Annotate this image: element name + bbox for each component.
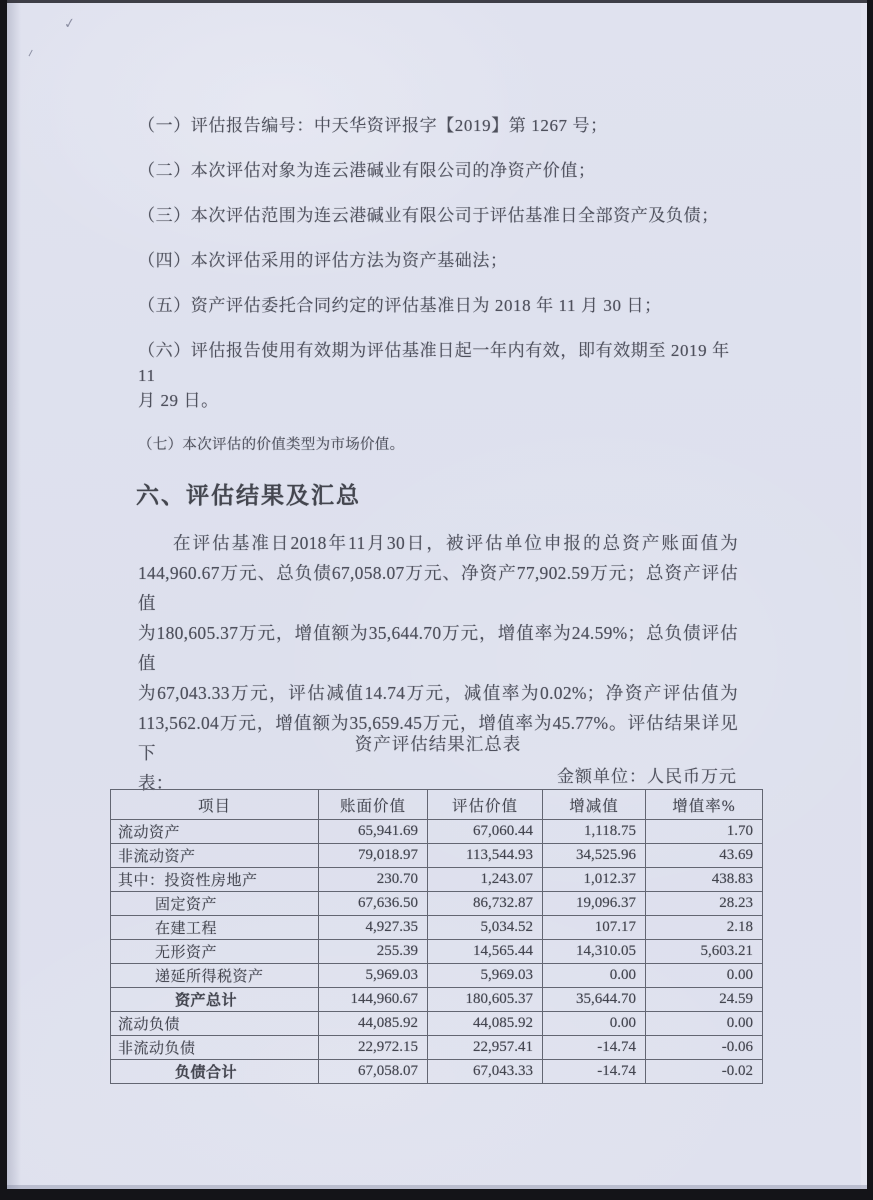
clause-3 <box>138 203 742 228</box>
table-row <box>111 892 763 916</box>
paragraph-line: 为180,605.37万元，增值额为35,644.70万元，增值率为24.59%；总负债评估值 <box>138 623 738 673</box>
item-cell: 其中：投资性房地产 <box>111 868 319 892</box>
clause-line: （五）资产评估委托合同约定的评估基准日为 2018 年 11 月 30 日； <box>138 296 662 315</box>
scan-shadow-left <box>7 0 21 1200</box>
item-cell: 资产总计 <box>111 988 319 1012</box>
item-cell: 在建工程 <box>111 916 319 940</box>
appraised-value-cell: 1,243.07 <box>428 868 543 892</box>
book-value-cell: 67,636.50 <box>319 892 428 916</box>
book-value-cell: 230.70 <box>319 868 428 892</box>
clause-line: （一）评估报告编号：中天华资评报字【2019】第 1267 号； <box>138 116 608 135</box>
item-cell: 负债合计 <box>111 1060 319 1084</box>
change-value-cell: 34,525.96 <box>543 844 646 868</box>
scan-edge-left <box>0 0 7 1200</box>
item-cell: 非流动负债 <box>111 1036 319 1060</box>
book-value-cell: 22,972.15 <box>319 1036 428 1060</box>
table-row <box>111 868 763 892</box>
table-row <box>111 1012 763 1036</box>
rate-cell: 2.18 <box>646 916 763 940</box>
table-row <box>111 1036 763 1060</box>
appraised-value-cell: 44,085.92 <box>428 1012 543 1036</box>
item-cell: 递延所得税资产 <box>111 964 319 988</box>
unit-note: 金额单位：人民币万元 <box>557 767 737 786</box>
book-value-cell: 79,018.97 <box>319 844 428 868</box>
table-row <box>111 988 763 1012</box>
paragraph-line: 在评估基准日2018年11月30日，被评估单位申报的总资产账面值为 <box>173 533 738 553</box>
clause-line: （七）本次评估的价值类型为市场价值。 <box>138 437 405 453</box>
appraised-value-cell: 180,605.37 <box>428 988 543 1012</box>
book-value-cell: 255.39 <box>319 940 428 964</box>
change-value-cell: 1,012.37 <box>543 868 646 892</box>
book-value-cell: 44,085.92 <box>319 1012 428 1036</box>
header-appraised: 评估价值 <box>428 790 543 820</box>
paragraph-line: 144,960.67万元、总负债67,058.07万元、净资产77,902.59万元；总资产评估值 <box>138 563 738 613</box>
rate-cell: 28.23 <box>646 892 763 916</box>
appraised-value-cell: 5,969.03 <box>428 964 543 988</box>
header-rate: 增值率% <box>646 790 763 820</box>
book-value-cell: 4,927.35 <box>319 916 428 940</box>
clause-list <box>138 113 742 478</box>
change-value-cell: 0.00 <box>543 1012 646 1036</box>
appraised-value-cell: 86,732.87 <box>428 892 543 916</box>
appraised-value-cell: 67,060.44 <box>428 820 543 844</box>
change-value-cell: 107.17 <box>543 916 646 940</box>
item-cell: 非流动资产 <box>111 844 319 868</box>
rate-cell: 5,603.21 <box>646 940 763 964</box>
header-change: 增减值 <box>543 790 646 820</box>
clause-2 <box>138 158 742 183</box>
rate-cell: 0.00 <box>646 964 763 988</box>
table-row <box>111 916 763 940</box>
table-row <box>111 844 763 868</box>
rate-cell: 438.83 <box>646 868 763 892</box>
rate-cell: -0.02 <box>646 1060 763 1084</box>
appraised-value-cell: 113,544.93 <box>428 844 543 868</box>
item-cell: 流动负债 <box>111 1012 319 1036</box>
clause-7 <box>138 433 742 458</box>
scan-edge-top <box>0 0 873 3</box>
paragraph-line: 为67,043.33万元，评估减值14.74万元，减值率为0.02%；净资产评估值为 <box>138 683 738 703</box>
header-book: 账面价值 <box>319 790 428 820</box>
scan-artifact-mark <box>29 50 35 58</box>
clause-line: （二）本次评估对象为连云港碱业有限公司的净资产价值； <box>138 161 596 180</box>
section-heading: 六、评估结果及汇总 <box>136 483 361 508</box>
change-value-cell: 19,096.37 <box>543 892 646 916</box>
book-value-cell: 144,960.67 <box>319 988 428 1012</box>
clause-5 <box>138 293 742 318</box>
table-row <box>111 964 763 988</box>
item-cell: 流动资产 <box>111 820 319 844</box>
table-title: 资产评估结果汇总表 <box>354 734 522 754</box>
paragraph-line: 113,562.04万元，增值额为35,659.45万元，增值率为45.77%。评估结果详见下 <box>138 713 738 763</box>
rate-cell: -0.06 <box>646 1036 763 1060</box>
change-value-cell: -14.74 <box>543 1036 646 1060</box>
change-value-cell: 14,310.05 <box>543 940 646 964</box>
header-item: 项目 <box>111 790 319 820</box>
rate-cell: 43.69 <box>646 844 763 868</box>
table-row <box>111 820 763 844</box>
appraisal-summary-table <box>110 789 763 1084</box>
table-row <box>111 940 763 964</box>
clause-1 <box>138 113 742 138</box>
clause-line: （四）本次评估采用的评估方法为资产基础法； <box>138 251 508 270</box>
book-value-cell: 65,941.69 <box>319 820 428 844</box>
item-cell: 固定资产 <box>111 892 319 916</box>
scan-artifact-check-icon: ✓ <box>63 16 77 33</box>
summary-table-body <box>111 820 763 1084</box>
appraised-value-cell: 22,957.41 <box>428 1036 543 1060</box>
change-value-cell: -14.74 <box>543 1060 646 1084</box>
scan-edge-right <box>867 0 873 1200</box>
book-value-cell: 5,969.03 <box>319 964 428 988</box>
clause-line: （六）评估报告使用有效期为评估基准日起一年内有效，即有效期至 2019 年 11 <box>138 341 730 385</box>
scan-edge-bottom <box>0 1189 873 1200</box>
paragraph-line: 表： <box>138 773 174 793</box>
table-row <box>111 1060 763 1084</box>
appraised-value-cell: 14,565.44 <box>428 940 543 964</box>
summary-paragraph <box>138 528 738 798</box>
change-value-cell: 35,644.70 <box>543 988 646 1012</box>
table-header-row <box>111 790 763 820</box>
rate-cell: 24.59 <box>646 988 763 1012</box>
clause-line: （三）本次评估范围为连云港碱业有限公司于评估基准日全部资产及负债； <box>138 206 719 225</box>
rate-cell: 1.70 <box>646 820 763 844</box>
appraised-value-cell: 67,043.33 <box>428 1060 543 1084</box>
rate-cell: 0.00 <box>646 1012 763 1036</box>
change-value-cell: 0.00 <box>543 964 646 988</box>
book-value-cell: 67,058.07 <box>319 1060 428 1084</box>
appraised-value-cell: 5,034.52 <box>428 916 543 940</box>
item-cell: 无形资产 <box>111 940 319 964</box>
clause-4 <box>138 248 742 273</box>
clause-line: 月 29 日。 <box>138 391 219 410</box>
clause-6 <box>138 338 742 413</box>
change-value-cell: 1,118.75 <box>543 820 646 844</box>
